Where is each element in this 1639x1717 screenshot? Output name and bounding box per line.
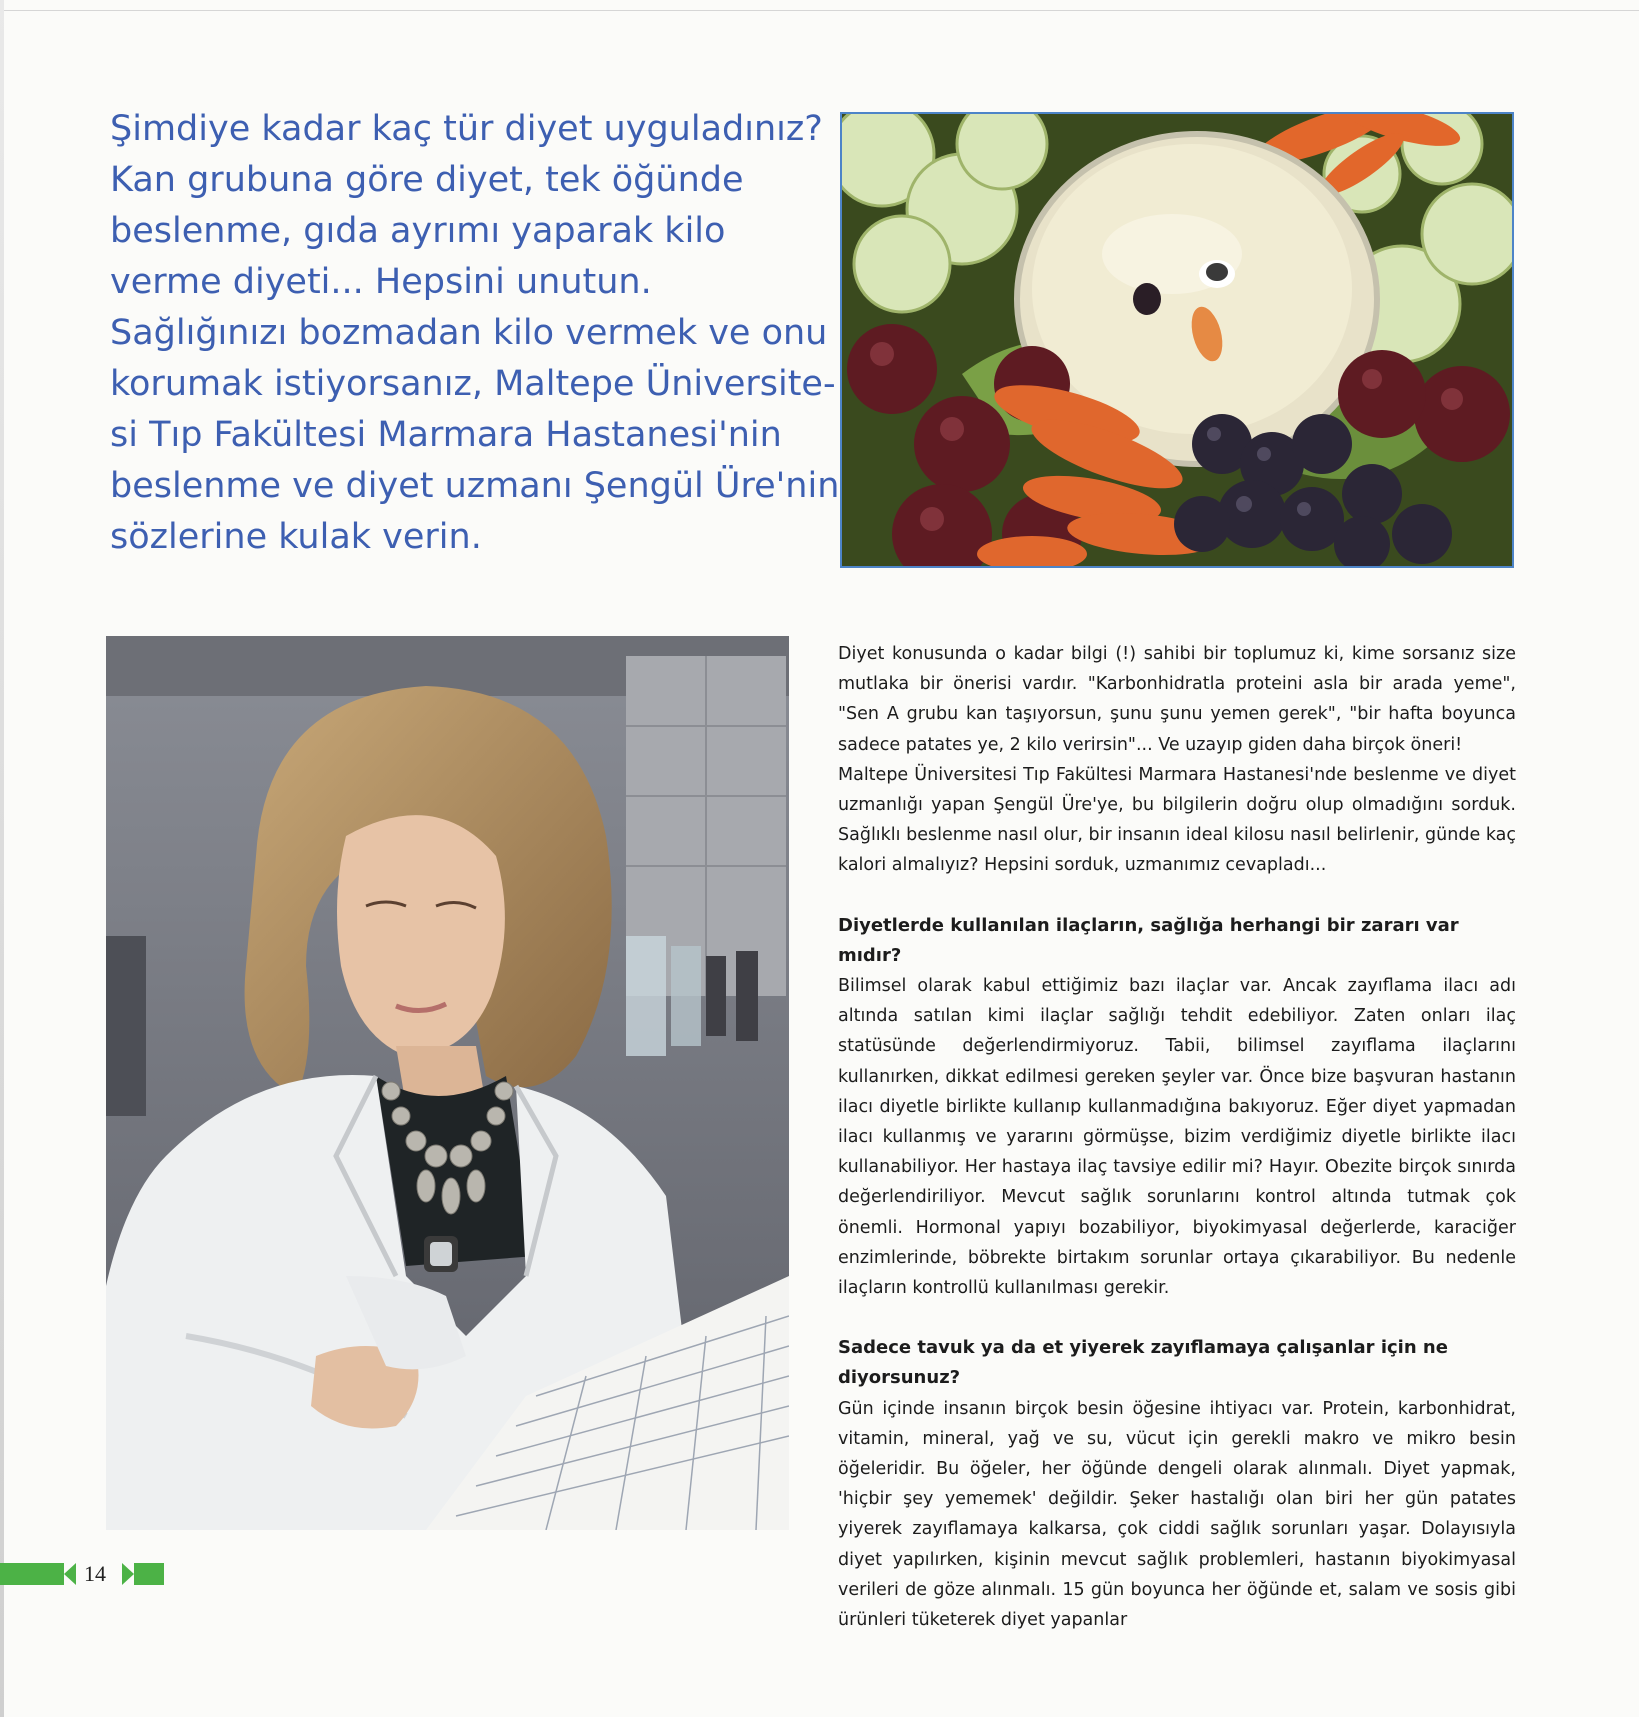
page-edge <box>0 0 4 1717</box>
intro-text <box>110 104 840 563</box>
intro-line: Sağlığınızı bozmadan kilo vermek ve onu <box>110 313 828 353</box>
article-lead-2: Maltepe Üniversitesi Tıp Fakültesi Marmara Hastanesi'nde beslenme ve diyet uzmanlığı yapan Şengül Üre'ye, bu bilgilerin doğru olup olmadığını sorduk. Sağlıklı beslenme nasıl olur, bir insanın ideal kilosu nasıl belirlenir, günde kaç kalori almalıyız? Hepsini sorduk, uzmanımız cevapladı... <box>838 764 1516 876</box>
intro-line: verme diyeti... Hepsini unutun. <box>110 262 652 302</box>
intro-line: korumak istiyorsanız, Maltepe Üniversite- <box>110 364 836 404</box>
right-bracket-icon <box>122 1563 134 1585</box>
article-lead: Diyet konusunda o kadar bilgi (!) sahibi bir toplumuz ki, kime sorsanız size mutlaka bir önerisi vardır. "Karbonhidratla proteini asla bir arada yeme", "Sen A grubu kan taşıyorsun, şunu şunu yemen gerek", "bir hafta boyunca sadece patates ye, 2 kilo verirsin"... Ve uzayıp giden daha birçok öneri! <box>838 644 1516 755</box>
left-bracket-icon <box>64 1563 76 1585</box>
answer-1: Bilimsel olarak kabul ettiğimiz bazı ilaçlar var. Ancak zayıflama ilacı adı altında satılan kimi ilaçlar sağlığı tehdit edebiliyor. Zaten onları ilaç statüsünde değerlendirmiyoruz. Tabii, bilimsel zayıflama ilaçlarını kullanırken, dikkat edilmesi gereken şeyler var. Önce bize başvuran hastanın ilacı diyetle birlikte kullanıp kullanmadığına bakıyoruz. Eğer diyet yapmadan ilacı kullanmış ve yararını görmüşse, bizim verdiğimiz diyetle birlikte ilacı kullanabiliyor. Her hastaya ilaç tavsiye edilir mi? Hayır. Obezite birçok sınırda değerlendiriliyor. Mevcut sağlık sorunlarını kontrol altında tutmak çok önemli. Hormonal yapıyı bozabiliyor, biyokimyasal değerlerde, karaciğer enzimlerinde, böbrekte birtakım sorunlar ortaya çıkarabiliyor. Bu nedenle ilaçların kontrollü kullanılması gerekir. <box>838 976 1516 1299</box>
page-bar-right <box>134 1563 164 1585</box>
top-rule <box>0 10 1639 11</box>
question-1: Diyetlerde kullanılan ilaçların, sağlığa herhangi bir zararı var mıdır? <box>838 914 1459 966</box>
page-number-bar <box>0 1561 180 1587</box>
article-body <box>838 639 1516 1635</box>
answer-2: Gün içinde insanın birçok besin öğesine ihtiyacı var. Protein, karbonhidrat, vitamin, mineral, yağ ve su, vücut için gerekli makro ve mikro besin öğeleridir. Bu öğeler, her öğünde dengeli olarak alınmalı. Diyet yapmak, 'hiçbir şey yememek' değildir. Şeker hastalığı olan biri her gün patates yiyerek zayıflamaya kalkarsa, çok ciddi sağlık sorunları yaşar. Dolayısıyla diyet yapılırken, kişinin mevcut sağlık problemleri, hastanın biyokimyasal verileri de göze alınmalı. 15 gün boyunca her öğünde et, salam ve sosis gibi ürünleri tüketerek diyet yapanlar <box>838 1398 1516 1631</box>
page-number: 14 <box>84 1561 106 1586</box>
vegetable-platter-photo <box>840 112 1514 568</box>
intro-line: beslenme ve diyet uzmanı Şengül Üre'nin <box>110 466 840 506</box>
intro-line: si Tıp Fakültesi Marmara Hastanesi'nin <box>110 415 782 455</box>
page-bar-left <box>0 1563 64 1585</box>
intro-line: sözlerine kulak verin. <box>110 517 482 557</box>
intro-line: Kan grubuna göre diyet, tek öğünde <box>110 160 744 200</box>
vegetable-platter-illustration <box>842 114 1512 566</box>
dietitian-portrait-photo <box>106 636 789 1530</box>
intro-line: Şimdiye kadar kaç tür diyet uyguladınız? <box>110 109 823 149</box>
intro-line: beslenme, gıda ayrımı yaparak kilo <box>110 211 726 251</box>
dietitian-portrait-illustration <box>106 636 789 1530</box>
question-2: Sadece tavuk ya da et yiyerek zayıflamaya çalışanlar için ne diyorsunuz? <box>838 1337 1448 1389</box>
